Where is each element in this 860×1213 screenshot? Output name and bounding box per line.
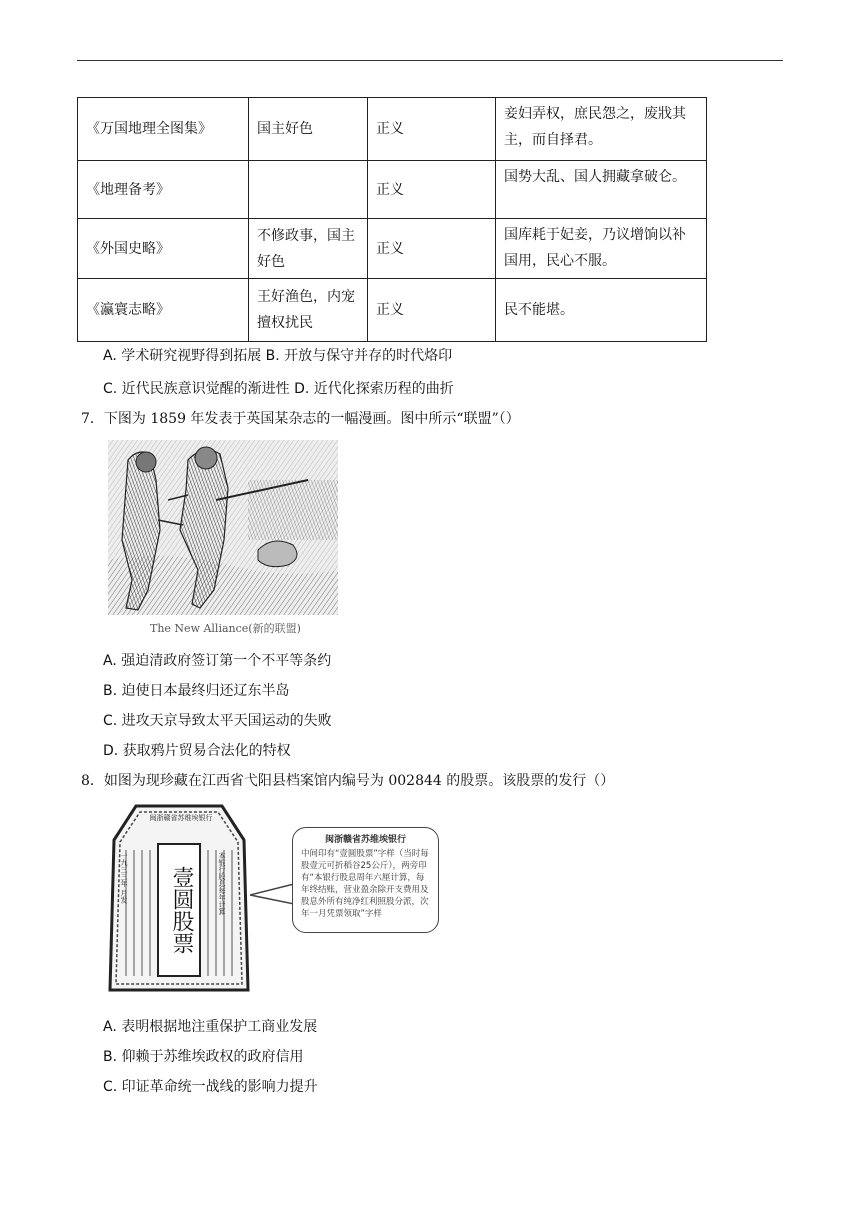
table-cell-judgement: 正义 — [368, 161, 496, 219]
table-row — [78, 279, 707, 342]
q7-stem: 7．下图为 1859 年发表于英国某杂志的一幅漫画。图中所示“联盟”（） — [81, 411, 520, 427]
source-table — [77, 97, 707, 342]
q6-option-ab[interactable]: A. 学术研究视野得到拓展 B. 开放与保守并存的时代烙印 — [103, 348, 453, 364]
table-cell-cause: 不修政事，国主好色 — [249, 219, 368, 279]
stock-left-text: 一九三三年 月发 — [120, 852, 128, 904]
q8-stock-certificate-image — [106, 800, 252, 1000]
table-cell-book: 《外国史略》 — [78, 219, 249, 279]
table-row — [78, 219, 707, 279]
table-cell-book: 《瀛寰志略》 — [78, 279, 249, 342]
table-cell-cause — [249, 161, 368, 219]
table-cell-judgement: 正义 — [368, 219, 496, 279]
table-row — [78, 161, 707, 219]
q7-cartoon-image — [108, 440, 338, 615]
q7-option-c[interactable]: C. 进攻天京导致太平天国运动的失败 — [103, 713, 332, 729]
header-rule — [77, 60, 783, 61]
table-cell-consequence: 国库耗于妃妾，乃议增饷以补国用，民心不服。 — [496, 219, 707, 279]
q8-stem: 8．如图为现珍藏在江西省弋阳县档案馆内编号为 002844 的股票。该股票的发行（） — [81, 773, 615, 789]
table-cell-consequence: 妾妇弄权，庶民怨之，废戕其主，而自择君。 — [496, 98, 707, 161]
q7-option-b[interactable]: B. 迫使日本最终归还辽东半岛 — [103, 683, 290, 699]
table-cell-consequence: 民不能堪。 — [496, 279, 707, 342]
table-cell-book: 《地理备考》 — [78, 161, 249, 219]
stock-big-title: 壹圆股票 — [169, 866, 194, 954]
q7-option-d[interactable]: D. 获取鸦片贸易合法化的特权 — [103, 743, 291, 759]
cartoon-sketch — [108, 440, 338, 615]
table-cell-cause: 王好渔色，内宠擅权扰民 — [249, 279, 368, 342]
q8-explanation-bubble — [292, 827, 439, 933]
q7-option-a[interactable]: A. 强迫清政府签订第一个不平等条约 — [103, 653, 332, 669]
q8-option-b[interactable]: B. 仰赖于苏维埃政权的政府信用 — [103, 1049, 304, 1065]
stock-header: 闽浙赣省苏维埃银行 — [149, 814, 213, 822]
bubble-text: 中间印有“壹圆股票”字样（当时每股壹元可折稻谷25公斤），两旁印有“本银行股息周年六厘计算，每年终结账，营业盈余除开支费用及股息外所有纯净红利照股分派，次年一月凭票领取”字样 — [301, 849, 429, 919]
q7-cartoon-caption: The New Alliance(新的联盟) — [150, 622, 301, 635]
table-cell-book: 《万国地理全图集》 — [78, 98, 249, 161]
table-row — [78, 98, 707, 161]
table-cell-consequence: 国势大乱、国人拥藏拿破仑。 — [496, 161, 707, 219]
table-cell-cause: 国主好色 — [249, 98, 368, 161]
stock-right-text: 本银行股息每年计算 — [218, 852, 226, 915]
table-cell-judgement: 正义 — [368, 98, 496, 161]
q6-option-cd[interactable]: C. 近代民族意识觉醒的渐进性 D. 近代化探索历程的曲折 — [103, 381, 454, 397]
q8-option-c[interactable]: C. 印证革命统一战线的影响力提升 — [103, 1079, 318, 1095]
bubble-title: 闽浙赣省苏维埃银行 — [324, 835, 406, 845]
q8-option-a[interactable]: A. 表明根据地注重保护工商业发展 — [103, 1019, 318, 1035]
table-cell-judgement: 正义 — [368, 279, 496, 342]
